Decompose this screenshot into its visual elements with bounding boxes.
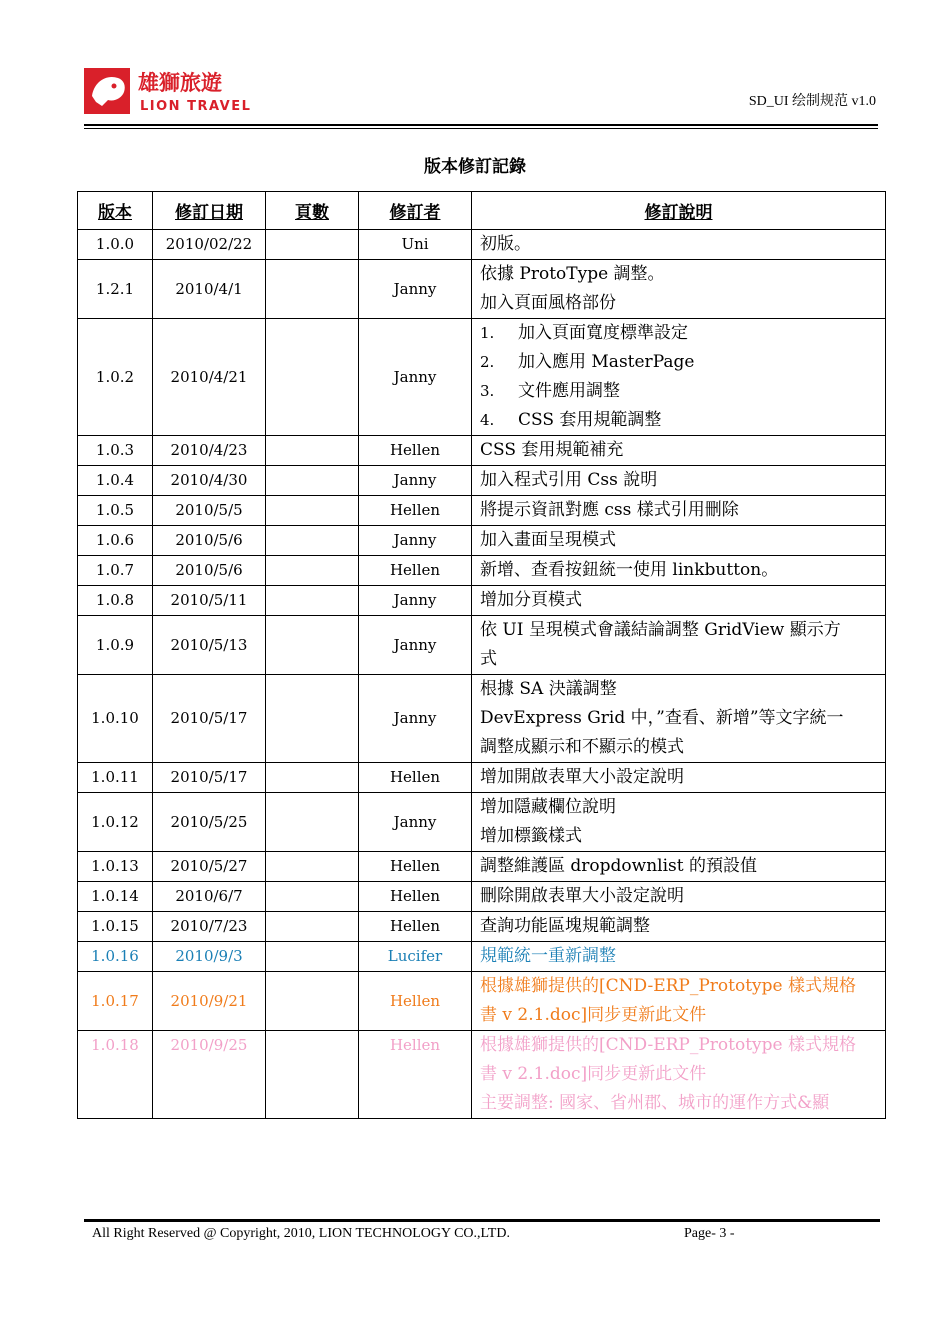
- description-line: 加入畫面呈現模式: [480, 530, 616, 550]
- cell-description: [472, 616, 886, 675]
- list-number: 1.: [480, 324, 495, 342]
- cell-version: 1.0.9: [78, 616, 153, 675]
- cell-date: 2010/4/23: [153, 436, 266, 466]
- cell-description: [472, 586, 886, 616]
- list-number: 2.: [480, 353, 495, 371]
- cell-author: Hellen: [359, 496, 472, 526]
- table-row: [78, 1031, 886, 1119]
- cell-description: [472, 319, 886, 436]
- description-line: 根據雄獅提供的[CND-ERP_Prototype 樣式規格: [480, 976, 856, 996]
- revision-table: [77, 191, 886, 1119]
- cell-description: [472, 496, 886, 526]
- cell-author: Hellen: [359, 882, 472, 912]
- description-line: 調整維護區 dropdownlist 的預設值: [480, 856, 757, 876]
- cell-author: Hellen: [359, 436, 472, 466]
- cell-date: 2010/4/30: [153, 466, 266, 496]
- description-line: 新增、查看按鈕統一使用 linkbutton。: [480, 560, 779, 580]
- cell-description: [472, 793, 886, 852]
- description-line: 式: [480, 649, 497, 669]
- list-text: CSS 套用規範調整: [518, 410, 662, 430]
- description-line: 增加開啟表單大小設定說明: [480, 767, 684, 787]
- description-line: 加入程式引用 Css 說明: [480, 470, 658, 490]
- cell-date: 2010/5/6: [153, 556, 266, 586]
- cell-author: Hellen: [359, 556, 472, 586]
- list-text: 加入應用 MasterPage: [518, 352, 695, 372]
- cell-pages: [266, 882, 359, 912]
- cell-version: 1.0.8: [78, 586, 153, 616]
- cell-version: 1.0.0: [78, 230, 153, 260]
- description-line: 初版。: [480, 234, 531, 254]
- cell-pages: [266, 793, 359, 852]
- cell-version: 1.0.3: [78, 436, 153, 466]
- cell-date: 2010/9/21: [153, 972, 266, 1031]
- cell-author: Janny: [359, 793, 472, 852]
- footer-rule: [84, 1219, 880, 1222]
- table-row: [78, 466, 886, 496]
- cell-date: 2010/5/13: [153, 616, 266, 675]
- cell-author: Janny: [359, 586, 472, 616]
- cell-author: Janny: [359, 526, 472, 556]
- cell-description: [472, 942, 886, 972]
- description-line: 加入頁面風格部份: [480, 293, 616, 313]
- cell-author: Hellen: [359, 912, 472, 942]
- column-header: 修訂說明: [472, 192, 886, 230]
- cell-pages: [266, 556, 359, 586]
- revision-table-body: [78, 230, 886, 1119]
- description-line: 根據 SA 決議調整: [480, 679, 617, 699]
- table-row: [78, 852, 886, 882]
- description-line: 查詢功能區塊規範調整: [480, 916, 650, 936]
- revision-table-header: [78, 192, 886, 230]
- description-line: 依據 ProtoType 調整。: [480, 264, 665, 284]
- cell-pages: [266, 616, 359, 675]
- cell-description: [472, 972, 886, 1031]
- cell-date: 2010/5/17: [153, 675, 266, 763]
- cell-description: [472, 230, 886, 260]
- description-line: 增加標籤樣式: [480, 826, 582, 846]
- list-item: [480, 377, 877, 406]
- table-row: [78, 319, 886, 436]
- cell-pages: [266, 912, 359, 942]
- cell-author: Janny: [359, 675, 472, 763]
- cell-pages: [266, 972, 359, 1031]
- table-row: [78, 942, 886, 972]
- cell-version: 1.2.1: [78, 260, 153, 319]
- cell-author: Hellen: [359, 972, 472, 1031]
- cell-pages: [266, 586, 359, 616]
- cell-date: 2010/5/11: [153, 586, 266, 616]
- cell-pages: [266, 526, 359, 556]
- cell-version: 1.0.5: [78, 496, 153, 526]
- description-line: 依 UI 呈現模式會議結論調整 GridView 顯示方: [480, 620, 841, 640]
- description-line: 書 v 2.1.doc]同步更新此文件: [480, 1005, 707, 1025]
- table-row: [78, 882, 886, 912]
- cell-version: 1.0.13: [78, 852, 153, 882]
- table-row: [78, 496, 886, 526]
- cell-author: Janny: [359, 260, 472, 319]
- cell-description: [472, 675, 886, 763]
- lion-travel-logo: [84, 66, 264, 116]
- table-row: [78, 230, 886, 260]
- cell-author: Hellen: [359, 1031, 472, 1119]
- cell-version: 1.0.2: [78, 319, 153, 436]
- cell-description: [472, 882, 886, 912]
- column-header: 頁數: [266, 192, 359, 230]
- cell-pages: [266, 852, 359, 882]
- table-row: [78, 912, 886, 942]
- cell-version: 1.0.18: [78, 1031, 153, 1119]
- cell-description: [472, 1031, 886, 1119]
- cell-date: 2010/4/21: [153, 319, 266, 436]
- column-header: 修訂者: [359, 192, 472, 230]
- cell-pages: [266, 763, 359, 793]
- table-row: [78, 260, 886, 319]
- page-number: Page- 3 -: [684, 1226, 735, 1241]
- cell-pages: [266, 496, 359, 526]
- list-text: 加入頁面寬度標準設定: [518, 323, 688, 343]
- cell-date: 2010/5/6: [153, 526, 266, 556]
- cell-description: [472, 852, 886, 882]
- description-line: 根據雄獅提供的[CND-ERP_Prototype 樣式規格: [480, 1035, 856, 1055]
- cell-version: 1.0.4: [78, 466, 153, 496]
- cell-date: 2010/7/23: [153, 912, 266, 942]
- logo-en-text: LION TRAVEL: [140, 99, 252, 114]
- table-row: [78, 675, 886, 763]
- cell-author: Uni: [359, 230, 472, 260]
- header-rule: [84, 124, 878, 126]
- footer-copyright: All Right Reserved @ Copyright, 2010, LION TECHNOLOGY CO.,LTD.: [92, 1226, 510, 1241]
- cell-version: 1.0.10: [78, 675, 153, 763]
- cell-version: 1.0.15: [78, 912, 153, 942]
- cell-date: 2010/9/25: [153, 1031, 266, 1119]
- cell-author: Janny: [359, 466, 472, 496]
- list-text: 文件應用調整: [518, 381, 620, 401]
- table-row: [78, 556, 886, 586]
- cell-date: 2010/4/1: [153, 260, 266, 319]
- description-line: 增加分頁模式: [480, 590, 582, 610]
- cell-author: Janny: [359, 616, 472, 675]
- description-line: 書 v 2.1.doc]同步更新此文件: [480, 1064, 707, 1084]
- header-rule-thin: [84, 128, 878, 129]
- list-item: [480, 319, 877, 348]
- cell-description: [472, 436, 886, 466]
- cell-description: [472, 260, 886, 319]
- cell-author: Hellen: [359, 852, 472, 882]
- table-row: [78, 586, 886, 616]
- cell-version: 1.0.6: [78, 526, 153, 556]
- cell-author: Janny: [359, 319, 472, 436]
- description-line: 主要調整: 國家、省州郡、城市的運作方式&顯: [480, 1093, 830, 1113]
- cell-author: Hellen: [359, 763, 472, 793]
- description-line: 刪除開啟表單大小設定說明: [480, 886, 684, 906]
- page-title: 版本修訂記錄: [424, 157, 526, 177]
- cell-description: [472, 763, 886, 793]
- cell-date: 2010/6/7: [153, 882, 266, 912]
- column-header: 版本: [78, 192, 153, 230]
- cell-pages: [266, 466, 359, 496]
- cell-date: 2010/02/22: [153, 230, 266, 260]
- cell-description: [472, 556, 886, 586]
- list-item: [480, 348, 877, 377]
- table-row: [78, 793, 886, 852]
- list-number: 4.: [480, 411, 495, 429]
- cell-pages: [266, 942, 359, 972]
- cell-description: [472, 466, 886, 496]
- cell-author: Lucifer: [359, 942, 472, 972]
- table-row: [78, 763, 886, 793]
- description-line: CSS 套用規範補充: [480, 440, 624, 460]
- cell-version: 1.0.7: [78, 556, 153, 586]
- page-header: [84, 66, 880, 128]
- description-line: 增加隱藏欄位說明: [480, 797, 616, 817]
- cell-pages: [266, 436, 359, 466]
- cell-date: 2010/9/3: [153, 942, 266, 972]
- cell-pages: [266, 1031, 359, 1119]
- cell-pages: [266, 260, 359, 319]
- cell-version: 1.0.17: [78, 972, 153, 1031]
- cell-version: 1.0.11: [78, 763, 153, 793]
- cell-version: 1.0.14: [78, 882, 153, 912]
- cell-pages: [266, 319, 359, 436]
- table-row: [78, 436, 886, 466]
- cell-pages: [266, 675, 359, 763]
- cell-date: 2010/5/27: [153, 852, 266, 882]
- cell-date: 2010/5/5: [153, 496, 266, 526]
- list-item: [480, 406, 877, 435]
- cell-description: [472, 912, 886, 942]
- description-line: 將提示資訊對應 css 樣式引用刪除: [480, 500, 739, 520]
- table-row: [78, 972, 886, 1031]
- document-id: SD_UI 绘制规范 v1.0: [748, 94, 876, 109]
- description-line: 調整成顯示和不顯示的模式: [480, 737, 684, 757]
- cell-version: 1.0.16: [78, 942, 153, 972]
- description-line: DevExpress Grid 中，”查看、新增”等文字統一: [480, 708, 844, 728]
- table-row: [78, 526, 886, 556]
- cell-version: 1.0.12: [78, 793, 153, 852]
- cell-pages: [266, 230, 359, 260]
- description-line: 規範統一重新調整: [480, 946, 616, 966]
- cell-description: [472, 526, 886, 556]
- logo-cn-text: 雄獅旅遊: [138, 71, 222, 95]
- column-header: 修訂日期: [153, 192, 266, 230]
- list-number: 3.: [480, 382, 495, 400]
- cell-date: 2010/5/25: [153, 793, 266, 852]
- table-row: [78, 616, 886, 675]
- cell-date: 2010/5/17: [153, 763, 266, 793]
